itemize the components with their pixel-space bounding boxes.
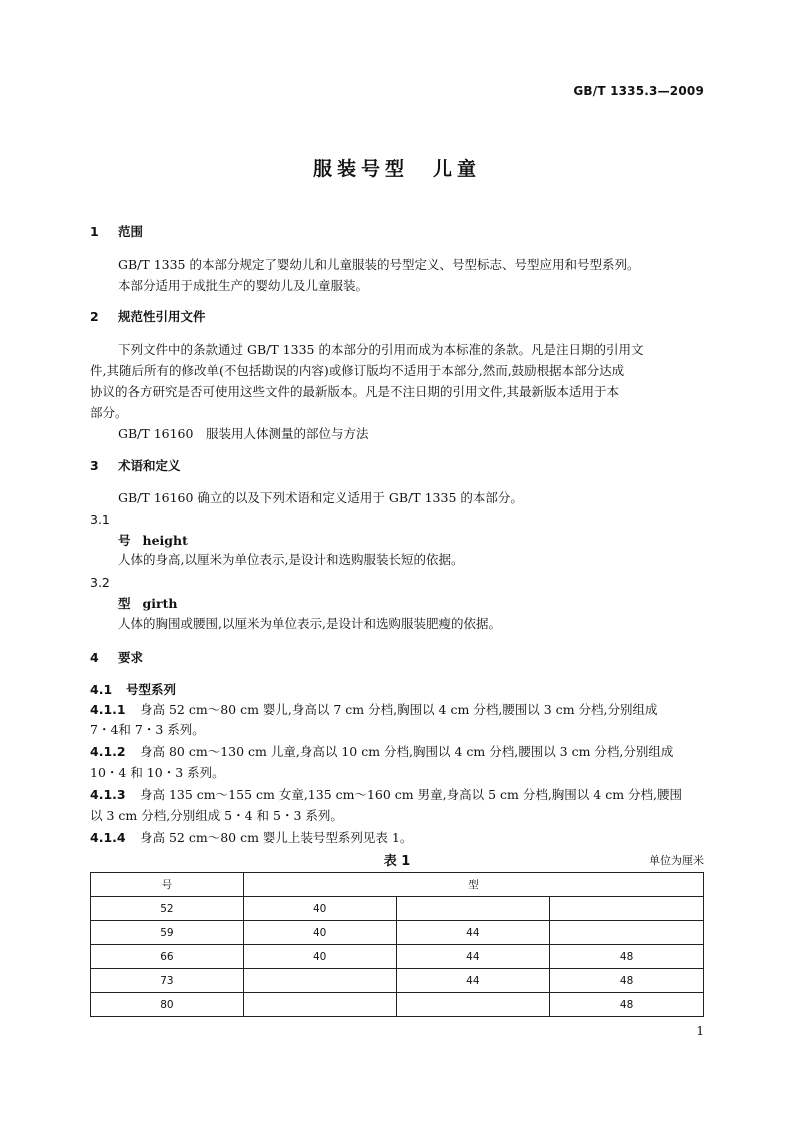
section-4-heading bbox=[90, 648, 143, 668]
normative-reference: GB/T 16160 服装用人体测量的部位与方法 bbox=[118, 426, 369, 441]
standard-number: GB/T 1335.3—2009 bbox=[573, 84, 704, 98]
paragraph: 下列文件中的条款通过 GB/T 1335 的本部分的引用而成为本标准的条款。凡是注日期的引用文 bbox=[118, 342, 644, 357]
clause-4-1-2 bbox=[90, 742, 673, 762]
section-number: 3 bbox=[90, 458, 99, 473]
term-number: 3.1 bbox=[90, 512, 110, 527]
table-caption: 表 1 bbox=[383, 854, 411, 869]
cell-hao: 80 bbox=[91, 993, 244, 1017]
cell-hao: 73 bbox=[91, 969, 244, 993]
cell-xing bbox=[550, 921, 704, 945]
paragraph: 本部分适用于成批生产的婴幼儿及儿童服装。 bbox=[118, 278, 369, 293]
size-table bbox=[90, 872, 704, 1017]
clause-4-1-4 bbox=[90, 828, 412, 848]
cell-xing: 40 bbox=[243, 921, 396, 945]
subsection-title: 号型系列 bbox=[126, 682, 177, 697]
cell-xing bbox=[550, 897, 704, 921]
clause-number: 4.1.3 bbox=[90, 787, 126, 802]
clause-number: 4.1.1 bbox=[90, 702, 126, 717]
clause-text: 身高 52 cm～80 cm 婴儿,身高以 7 cm 分档,胸围以 4 cm 分档,腰围以 3 cm 分档,分别组成 bbox=[140, 702, 658, 717]
header-xing: 型 bbox=[243, 873, 703, 897]
page-number: 1 bbox=[696, 1024, 704, 1038]
paragraph: 部分。 bbox=[90, 405, 128, 420]
cell-xing: 40 bbox=[243, 945, 396, 969]
clause-text-cont: 以 3 cm 分档,分别组成 5・4 和 5・3 系列。 bbox=[90, 808, 343, 823]
cell-xing: 40 bbox=[243, 897, 396, 921]
term-number: 3.2 bbox=[90, 575, 110, 590]
document-title: 服装号型 儿童 bbox=[312, 158, 481, 180]
cell-hao: 52 bbox=[91, 897, 244, 921]
section-title: 术语和定义 bbox=[118, 458, 181, 473]
clause-4-1-3 bbox=[90, 785, 682, 805]
table-row bbox=[91, 921, 704, 945]
cell-xing bbox=[243, 993, 396, 1017]
clause-text: 身高 80 cm～130 cm 儿童,身高以 10 cm 分档,胸围以 4 cm 分档,腰围以 3 cm 分档,分别组成 bbox=[140, 744, 674, 759]
cell-xing: 48 bbox=[550, 945, 704, 969]
cell-xing bbox=[243, 969, 396, 993]
section-title: 要求 bbox=[118, 650, 144, 665]
cell-xing bbox=[396, 993, 550, 1017]
header-hao: 号 bbox=[91, 873, 244, 897]
paragraph: GB/T 1335 的本部分规定了婴幼儿和儿童服装的号型定义、号型标志、号型应用和号型系列。 bbox=[118, 257, 640, 272]
cell-xing: 44 bbox=[396, 921, 550, 945]
clause-text: 身高 135 cm～155 cm 女童,135 cm～160 cm 男童,身高以 5 cm 分档,胸围以 4 cm 分档,腰围 bbox=[140, 787, 683, 802]
cell-xing: 44 bbox=[396, 969, 550, 993]
cell-xing: 48 bbox=[550, 993, 704, 1017]
table-row bbox=[91, 897, 704, 921]
section-3-heading bbox=[90, 456, 181, 476]
section-1-heading bbox=[90, 222, 143, 242]
cell-hao: 59 bbox=[91, 921, 244, 945]
cell-xing: 48 bbox=[550, 969, 704, 993]
table-row bbox=[91, 969, 704, 993]
table-unit: 单位为厘米 bbox=[649, 854, 704, 867]
term-zh: 号 bbox=[118, 533, 131, 548]
subsection-4-1-heading bbox=[90, 680, 176, 700]
term-definition: 人体的身高,以厘米为单位表示,是设计和选购服装长短的依据。 bbox=[118, 552, 464, 567]
clause-text-cont: 7・4和 7・3 系列。 bbox=[90, 722, 205, 737]
clause-number: 4.1.2 bbox=[90, 744, 126, 759]
section-title: 规范性引用文件 bbox=[118, 309, 206, 324]
clause-number: 4.1.4 bbox=[90, 830, 126, 845]
table-header-row bbox=[91, 873, 704, 897]
table-row bbox=[91, 993, 704, 1017]
term-zh: 型 bbox=[118, 596, 131, 611]
section-number: 4 bbox=[90, 650, 99, 665]
table-row bbox=[91, 945, 704, 969]
term-en: height bbox=[142, 533, 188, 548]
clause-4-1-1 bbox=[90, 700, 658, 720]
section-number: 1 bbox=[90, 224, 99, 239]
cell-xing: 44 bbox=[396, 945, 550, 969]
clause-text: 身高 52 cm～80 cm 婴儿上装号型系列见表 1。 bbox=[140, 830, 413, 845]
section-2-heading bbox=[90, 307, 206, 327]
section-number: 2 bbox=[90, 309, 99, 324]
term-girth bbox=[118, 594, 177, 612]
section-title: 范围 bbox=[118, 224, 144, 239]
term-height bbox=[118, 531, 188, 549]
cell-xing bbox=[396, 897, 550, 921]
cell-hao: 66 bbox=[91, 945, 244, 969]
paragraph: 协议的各方研究是否可使用这些文件的最新版本。凡是不注日期的引用文件,其最新版本适用于本 bbox=[90, 384, 619, 399]
term-definition: 人体的胸围或腰围,以厘米为单位表示,是设计和选购服装肥瘦的依据。 bbox=[118, 616, 501, 631]
paragraph: 件,其随后所有的修改单(不包括勘误的内容)或修订版均不适用于本部分,然而,鼓励根据本部分达成 bbox=[90, 363, 625, 378]
clause-text-cont: 10・4 和 10・3 系列。 bbox=[90, 765, 225, 780]
subsection-number: 4.1 bbox=[90, 682, 113, 697]
term-en: girth bbox=[142, 596, 178, 611]
paragraph: GB/T 16160 确立的以及下列术语和定义适用于 GB/T 1335 的本部分。 bbox=[118, 490, 523, 505]
